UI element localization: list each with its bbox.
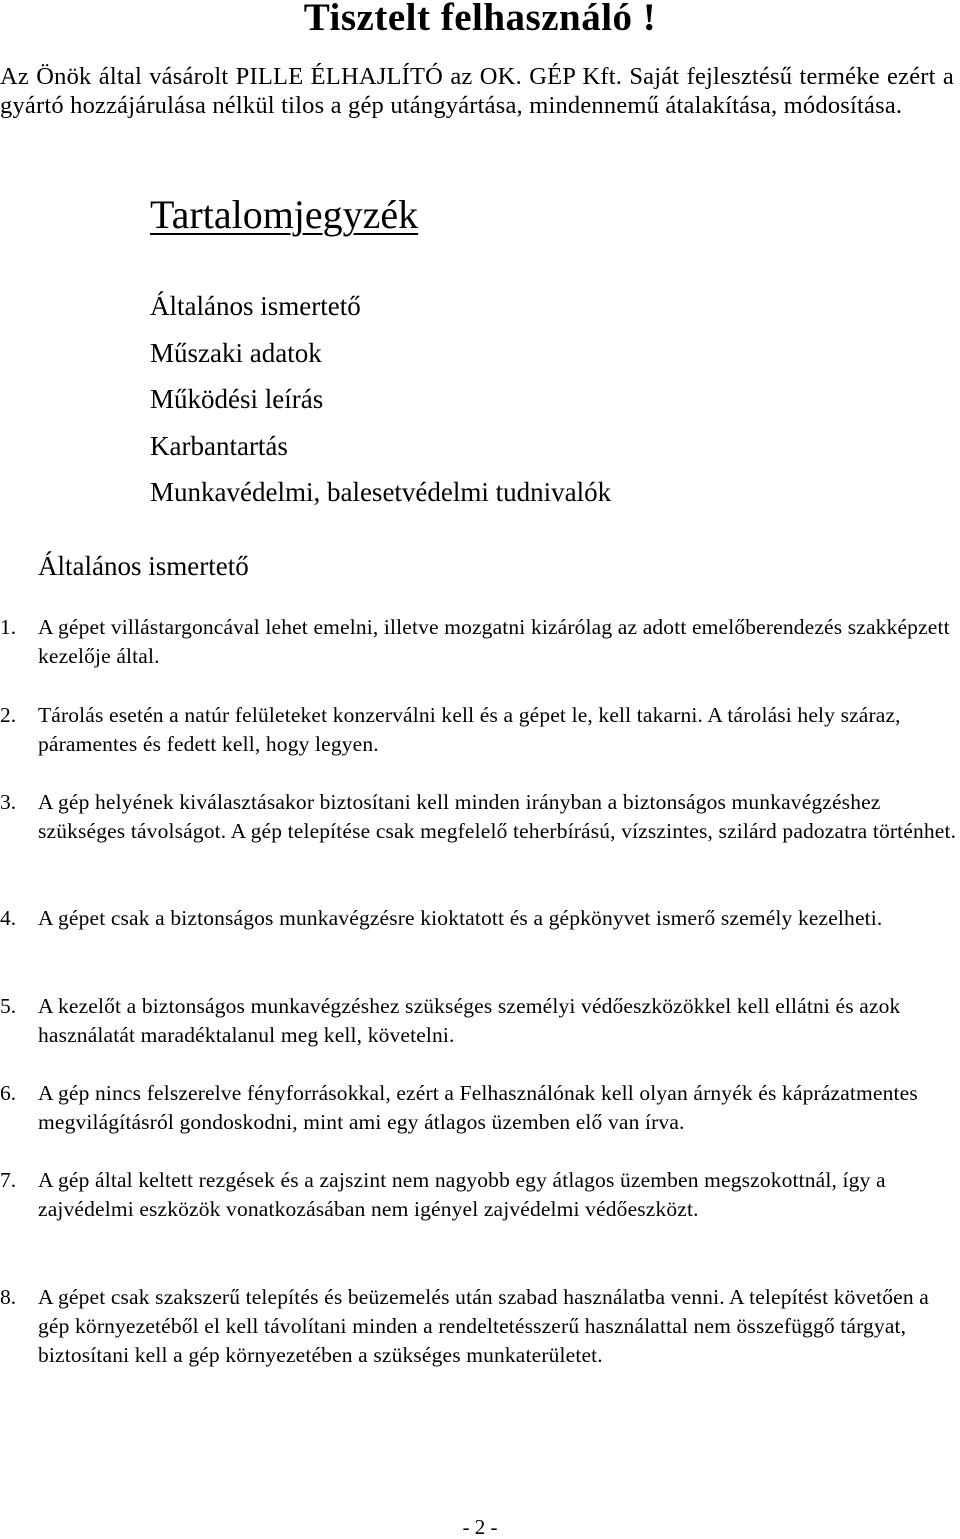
list-item-text: A gépet villástargoncával lehet emelni, illetve mozgatni kizárólag az adott emelőberendezés szakképzett kezelője által.: [38, 615, 950, 668]
list-item-text: A gép nincs felszerelve fényforrásokkal, ezért a Felhasználónak kell olyan árnyék és káprázatmentes megvilágításról gondoskodni, mint ami egy átlagos üzemben elő van írva.: [38, 1081, 918, 1134]
list-item-text: Tárolás esetén a natúr felületeket konzerválni kell és a gépet le, kell takarni. A tárolási hely száraz, páramentes és fedett kell, hogy legyen.: [38, 703, 901, 756]
toc-item: Műszaki adatok: [150, 337, 322, 368]
list-item-number: 6.: [0, 1081, 17, 1105]
toc-title: Tartalomjegyzék: [150, 192, 419, 237]
list-item-number: 1.: [0, 615, 17, 639]
list-item-number: 4.: [0, 906, 17, 930]
toc-item: Karbantartás: [150, 430, 288, 461]
list-item-text: A gép helyének kiválasztásakor biztosítani kell minden irányban a biztonságos munkavégzéshez szükséges távolságot. A gép telepítése csak megfelelő teherbírású, vízszintes, szilárd padozatra történhet.: [38, 790, 957, 843]
list-item-number: 8.: [0, 1285, 17, 1309]
list-item-number: 5.: [0, 994, 17, 1018]
list-item-text: A gép által keltett rezgések és a zajszint nem nagyobb egy átlagos üzemben megszokottnál, így a zajvédelmi eszközök vonatkozásában nem igényel zajvédelmi védőeszközt.: [38, 1168, 886, 1221]
list-item-text: A gépet csak szakszerű telepítés és beüzemelés után szabad használatba venni. A telepítést követően a gép környezetéből el kell távolítani minden a rendeltetésszerű használattal nem összefüggő tárgyat, biztosítani kell a gép környezetében a szükséges munkaterületet.: [38, 1285, 929, 1367]
page-number: - 2 -: [462, 1515, 498, 1539]
toc-list: [150, 283, 611, 516]
toc-item: Általános ismertető: [150, 291, 361, 321]
list-item-number: 7.: [0, 1168, 17, 1192]
toc-item: Munkavédelmi, balesetvédelmi tudnivalók: [150, 477, 612, 507]
list-item-number: 2.: [0, 703, 17, 727]
toc-item: Működési leírás: [150, 384, 324, 414]
intro-paragraph: Az Önök által vásárolt PILLE ÉLHAJLÍTÓ az OK. GÉP Kft. Saját fejlesztésű terméke ezért a gyártó hozzájárulása nélkül tilos a gép utángyártása, mindennemű átalakítása, módosítása.: [0, 63, 954, 119]
list-item-number: 3.: [0, 790, 17, 814]
list-item-text: A gépet csak a biztonságos munkavégzésre kioktatott és a gépkönyvet ismerő személy kezelheti.: [38, 906, 883, 930]
list-item-text: A kezelőt a biztonságos munkavégzéshez szükséges személyi védőeszközökkel kell ellátni és azok használatát maradéktalanul meg kell, követelni.: [38, 994, 901, 1047]
section-heading: Általános ismertető: [38, 551, 249, 581]
page-title: Tisztelt felhasználó !: [303, 0, 657, 39]
